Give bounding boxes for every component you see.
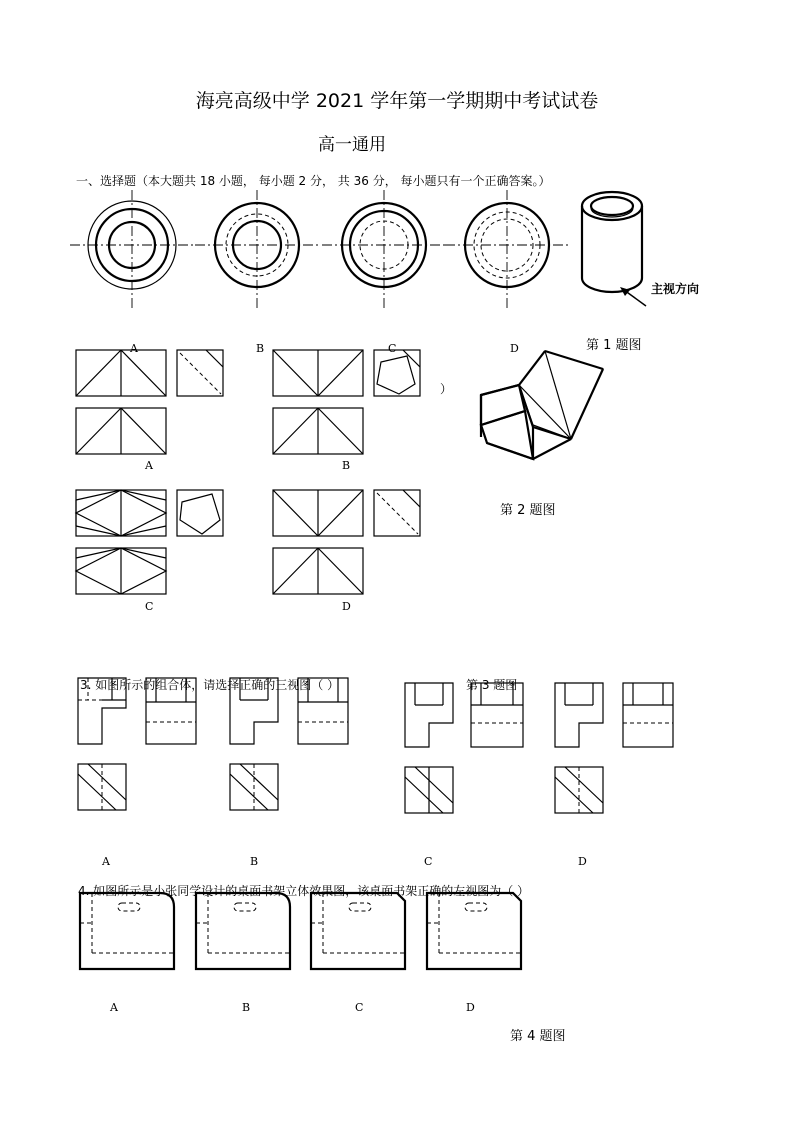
q3-option-d-figure	[555, 683, 685, 818]
q1-option-d-figure	[445, 190, 575, 310]
q2-option-c-figure	[76, 490, 226, 600]
q3-option-a-figure	[78, 678, 208, 813]
q1-caption: 第 1 题图	[586, 338, 642, 353]
section-heading: 一、选择题（本大题共 18 小题， 每小题 2 分， 共 36 分， 每小题只有一个正确答案。）	[76, 174, 551, 188]
q2-isometric-figure	[475, 345, 615, 465]
q3-caption: 第 3 题图	[466, 678, 518, 692]
q1-option-c-figure	[322, 190, 452, 310]
q4-caption: 第 4 题图	[510, 1029, 566, 1044]
q3-option-b-figure	[230, 678, 360, 813]
q4-label-c: C	[355, 1001, 364, 1014]
q4-option-c-figure	[311, 893, 411, 973]
q4-label-a: A	[110, 1001, 118, 1014]
view-direction-arrow-icon	[618, 286, 648, 316]
q2-option-a-figure	[76, 350, 226, 460]
q3-label-d: D	[578, 855, 587, 868]
q2-paren: ）	[440, 382, 453, 396]
q2-option-d-figure	[273, 490, 423, 600]
view-direction-label: 主视方向	[651, 282, 700, 296]
q3-label-a: A	[102, 855, 110, 868]
q2-label-d: D	[342, 600, 351, 613]
q4-label-d: D	[466, 1001, 475, 1014]
q3-label-c: C	[424, 855, 433, 868]
q2-label-a: A	[145, 459, 153, 472]
q1-option-a-figure	[70, 190, 200, 310]
q3-option-c-figure	[405, 683, 535, 818]
q2-caption: 第 2 题图	[500, 503, 556, 518]
q3-prompt: 3. 如图所示的组合体，请选择正确的三视图（ ）	[80, 678, 340, 692]
q1-label-b: B	[256, 342, 265, 355]
q2-option-b-figure	[273, 350, 423, 460]
q4-label-b: B	[242, 1001, 251, 1014]
q1-label-a: A	[130, 342, 138, 355]
exam-title: 海亮高级中学 2021 学年第一学期期中考试试卷	[195, 90, 599, 112]
q1-label-c: C	[388, 342, 397, 355]
q1-option-b-figure	[195, 190, 325, 310]
q4-option-a-figure	[80, 893, 180, 973]
q4-prompt: 4. 如图所示是小张同学设计的桌面书架立体效果图，该桌面书架正确的左视图为（ ）	[78, 884, 530, 898]
q3-label-b: B	[250, 855, 259, 868]
q1-label-d: D	[510, 342, 519, 355]
exam-subtitle: 高一通用	[318, 135, 386, 155]
q2-label-c: C	[145, 600, 154, 613]
q2-label-b: B	[342, 459, 351, 472]
q4-option-d-figure	[427, 893, 527, 973]
q4-option-b-figure	[196, 893, 296, 973]
